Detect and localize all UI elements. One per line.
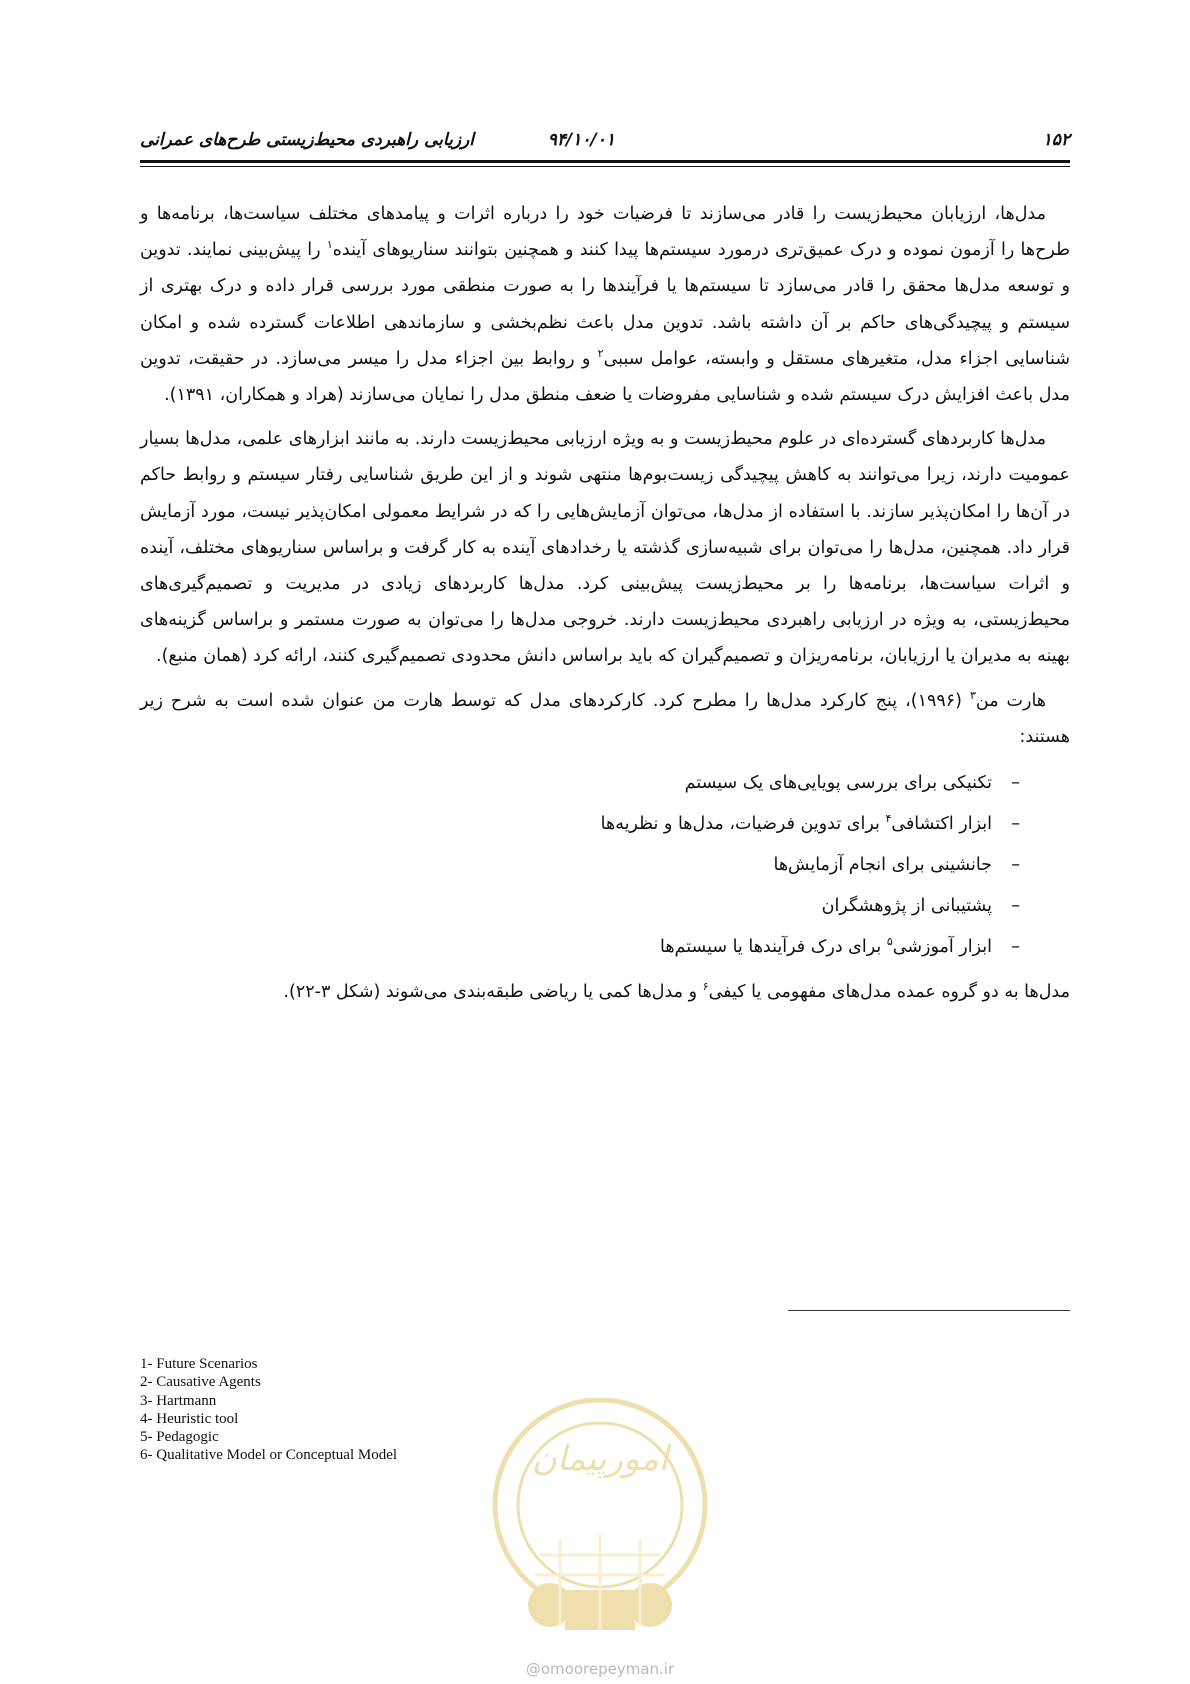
page-header xyxy=(140,124,1070,154)
list-item: –جانشینی برای انجام آزمایش‌ها xyxy=(140,845,1020,886)
dash-bullet: – xyxy=(1011,896,1020,917)
dash-bullet: – xyxy=(1011,937,1020,958)
footnote-5: 5- Pedagogic xyxy=(140,1429,219,1446)
footnote-6: 6- Qualitative Model or Conceptual Model xyxy=(140,1447,398,1464)
watermark-logo xyxy=(480,1375,720,1645)
footnote-ref-6: ۶ xyxy=(702,980,709,994)
header-rule-thick xyxy=(140,160,1070,163)
dash-bullet: – xyxy=(1011,814,1020,835)
footnote-ref-3: ۳ xyxy=(969,688,976,702)
svg-text:امورپیمان: امورپیمان xyxy=(531,1439,669,1479)
paragraph-2: مدل‌ها کاربردهای گسترده‌ای در علوم محیط‌زیست و به ویژه ارزیابی محیط‌زیست دارند. به مانند ابزارهای علمی، مدل‌ها بسیار عمومیت دارند، زیرا می‌توانند به کاهش پیچیدگی زیست‌بوم‌ها منتهی شوند و از این طریق شناسایی رفتار سیستم و روابط حاکم در آن‌ها را امکان‌پذیر سازند. با استفاده از مدل‌ها، می‌توان آزمایش‌هایی را که در شرایط معمولی امکان‌پذیر نیست، مورد آزمایش قرار داد. همچنین، مدل‌ها را می‌توان برای شبیه‌سازی گذشته یا رخدادهای آینده به کار گرفت و براساس سناریوهای مختلف، آینده و اثرات سیاست‌ها، برنامه‌ها را بر محیط‌زیست پیش‌بینی کرد. مدل‌ها کاربردهای زیادی در مدیریت و تصمیم‌گیری‌های محیط‌زیستی، به ویژه در ارزیابی راهبردی محیط‌زیست دارند. خروجی مدل‌ها را می‌توان به صورت مستمر و براساس گزینه‌های بهینه به مدیران یا ارزیابان، برنامه‌ریزان و تصمیم‌گیران که باید براساس دانش محدودی تصمیم‌گیری کنند، ارائه کرد (همان منبع). xyxy=(140,429,1070,667)
page-number: ۱۵۲ xyxy=(1042,130,1070,150)
footnote-3: 3- Hartmann xyxy=(140,1392,217,1409)
footnote-ref-2: ۲ xyxy=(597,346,604,360)
footnote-4: 4- Heuristic tool xyxy=(140,1410,239,1427)
paragraph-3: هارت من$^۳$ (۱۹۹۶)، پنج کارکرد مدل‌ها را مطرح کرد. کارکردهای مدل که توسط هارت من عنوان شده است به شرح زیر هستند: xyxy=(140,688,1070,747)
paragraph-1: مدل‌ها، ارزیابان محیط‌زیست را قادر می‌سازند تا فرضیات خود را درباره اثرات و پیامدهای مختلف سیاست‌ها، برنامه‌ها و طرح‌ها را آزمون نموده و درک عمیق‌تری درمورد سیستم‌ها پیدا کنند و همچنین بتوانند سناریوهای آینده$^۱$ را پیش‌بینی نمایند. تدوین و توسعه مدل‌ها محقق را قادر می‌سازد تا سیستم‌ها یا فرآیندها را به صورت منطقی مورد بررسی قرار داده و درک بهتری از سیستم و پیچیدگی‌های حاکم بر آن داشته باشد. تدوین مدل باعث نظم‌بخشی و سازماندهی اطلاعات گسترده شده و امکان شناسایی اجزاء مدل، متغیرهای مستقل و وابسته، عوامل سببی$^۲$ و روابط بین اجزاء مدل را میسر می‌سازد. در حقیقت، تدوین مدل باعث افزایش درک سیستم شده و شناسایی مفروضات یا ضعف منطق مدل را نمایان می‌سازند (هراد و همکاران، ۱۳۹۱). xyxy=(140,204,1071,406)
header-rule-thin xyxy=(140,166,1070,167)
footnote-ref-5: ۵ xyxy=(886,935,893,949)
list-item: –ابزار اکتشافی$^۴$ برای تدوین فرضیات، مدل‌ها و نظریه‌ها xyxy=(140,804,1020,845)
footnote-ref-4: ۴ xyxy=(885,812,892,826)
list-item: –تکنیکی برای بررسی پویایی‌های یک سیستم xyxy=(140,763,1020,804)
dash-bullet: – xyxy=(1011,855,1020,876)
running-title: ارزیابی راهبردی محیط‌زیستی طرح‌های عمرانی xyxy=(140,130,474,150)
list-item: –پشتیبانی از پژوهشگران xyxy=(140,886,1020,927)
header-date: ۹۴/۱۰/۰۱ xyxy=(547,130,615,150)
functions-list xyxy=(140,763,1070,968)
footnote-separator xyxy=(788,1310,1070,1311)
footnote-1: 1- Future Scenarios xyxy=(140,1356,258,1372)
dash-bullet: – xyxy=(1011,773,1020,794)
watermark-url: @omoorepeyman.ir xyxy=(525,1660,675,1678)
footnote-ref-1: ۱ xyxy=(326,238,333,252)
list-item: –ابزار آموزشی$^۵$ برای درک فرآیندها یا سیستم‌ها xyxy=(140,927,1020,968)
footnote-2: 2- Causative Agents xyxy=(140,1374,261,1391)
paragraph-4: مدل‌ها به دو گروه عمده مدل‌های مفهومی یا کیفی$^۶$ و مدل‌ها کمی یا ریاضی طبقه‌بندی می‌شوند (شکل ۳-۲۲). xyxy=(283,980,1070,1003)
body-text xyxy=(140,196,1070,1018)
